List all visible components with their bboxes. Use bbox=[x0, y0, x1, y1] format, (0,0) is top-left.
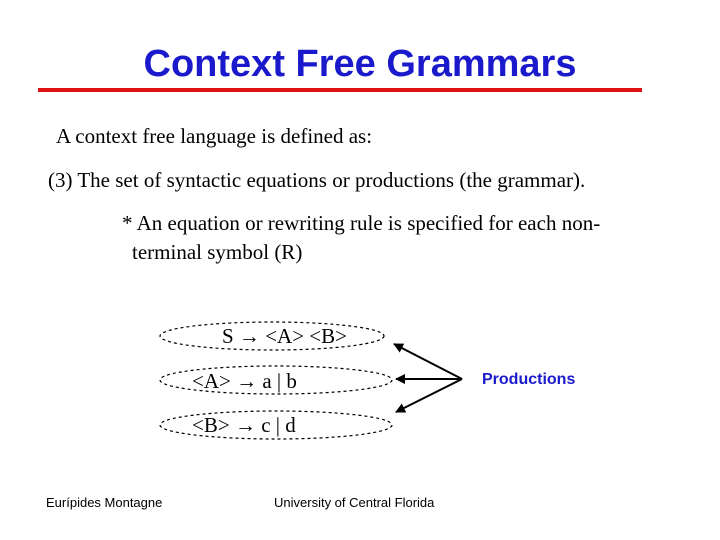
productions-label: Productions bbox=[482, 371, 576, 388]
production-2: <A> → a | b bbox=[192, 369, 297, 393]
footer-university: University of Central Florida bbox=[274, 495, 435, 510]
production-1: S → <A> <B> bbox=[222, 324, 347, 348]
arrow-to-production-1 bbox=[394, 344, 462, 379]
intro-text: A context free language is defined as: bbox=[56, 124, 373, 148]
slide-title: Context Free Grammars bbox=[143, 43, 577, 85]
production-3: <B> → c | d bbox=[192, 413, 296, 437]
arrow-to-production-3 bbox=[396, 379, 462, 412]
footer-author: Eurípides Montagne bbox=[46, 495, 163, 510]
bullet-line-2: terminal symbol (R) bbox=[132, 240, 303, 264]
point-text: (3) The set of syntactic equations or productions (the grammar). bbox=[48, 168, 586, 192]
bullet-line-1: * An equation or rewriting rule is specified for each non- bbox=[122, 211, 601, 235]
